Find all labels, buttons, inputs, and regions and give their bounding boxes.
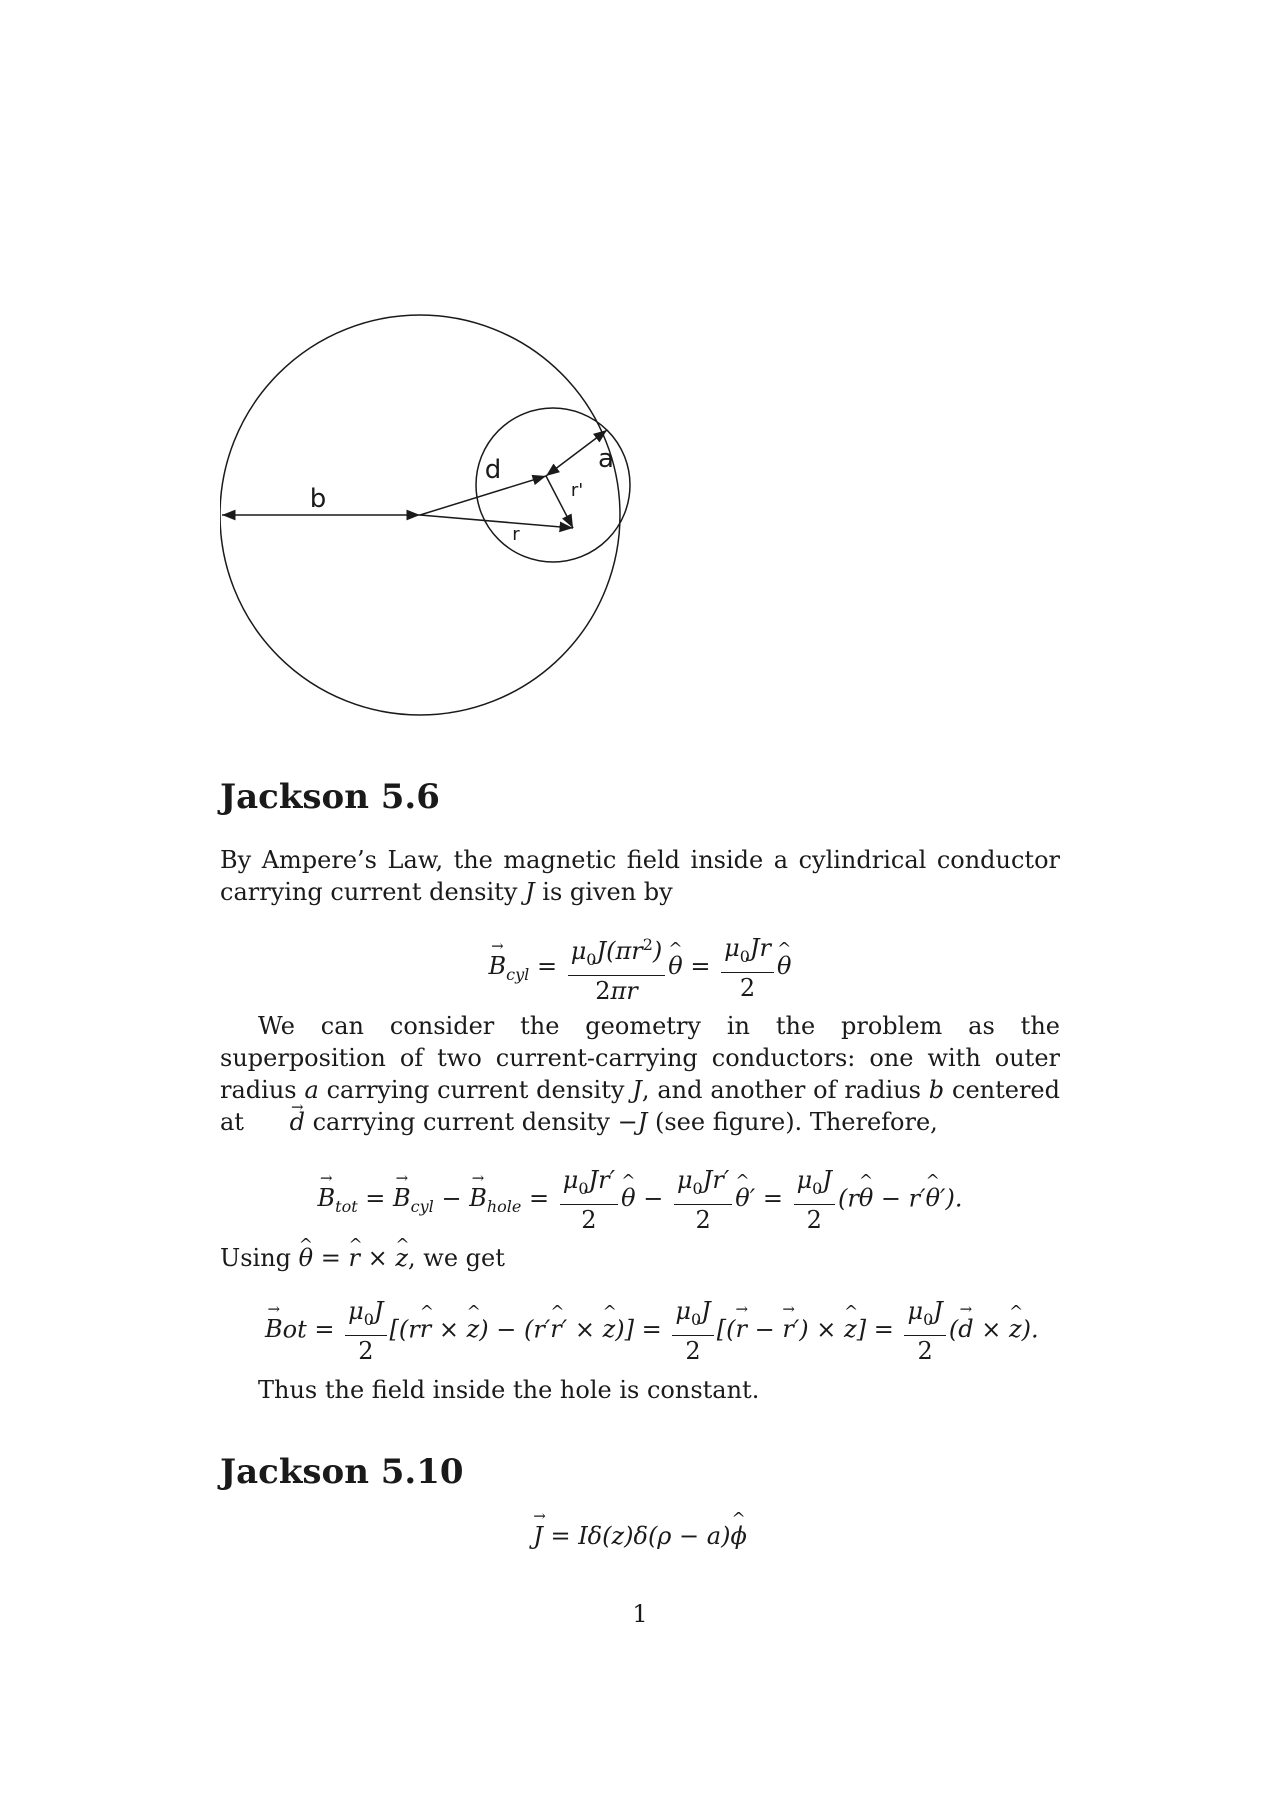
equation-current-density: → J = Iδ(z)δ(ρ − a)^ ϕ — [220, 1522, 1060, 1550]
page-number: 1 — [632, 1600, 648, 1628]
label-a: a — [598, 444, 614, 474]
label-r: r — [512, 524, 520, 545]
equation-b-tot: → $B_{tot}$ = → $B_{cyl}$ − → $B_{hole}$ = $\frac{\mu_0Jr'}{2}$ ^ θ − $\frac{\mu_0Jr'}{2}$ ^ θ′ = $\frac{\mu_0J}{2}$ (r^ θ − r′^ θ′). — [220, 1165, 1060, 1235]
label-b: b — [309, 484, 327, 514]
section-heading-5-6: Jackson 5.6 — [220, 777, 440, 817]
intro-paragraph: By Ampere’s Law, the magnetic field inside a cylindrical conductor carrying current density J is given by — [220, 846, 1060, 906]
label-r-prime: r' — [570, 480, 584, 501]
using-identity-line: Using ^ θ = ^ r × ^ z, we get — [220, 1242, 505, 1274]
equation-b-tot-result: → Bot = $\frac{\mu_0J}{2}$ [(r^ r × ^ z) − (r′^ r′ × ^ z)] = $\frac{\mu_0J}{2}$ [(→ r − → r′) × ^ z] = $\frac{\mu_0J}{2}$ (→ d × ^ z). — [265, 1296, 1105, 1366]
conclusion-line: Thus the field inside the hole is constant. — [258, 1376, 760, 1404]
vector-r-prime-arrow — [546, 476, 573, 528]
label-d: d — [484, 455, 502, 485]
vector-r-arrow — [420, 515, 573, 528]
cylinder-hole-figure — [220, 300, 680, 730]
superposition-paragraph: We can consider the geometry in the problem as the superposition of two current-carrying conductors: one with outer radius a carrying current density J, and another of radius b centered at → d carrying current density −J (see figure). Therefore, — [220, 1010, 1060, 1138]
equation-b-cyl: → $B_{cyl}$ = $\frac{\mu_0J(\pi r^2)}{2\pi r}$ ^ θ = $\frac{\mu_0Jr}{2}$ ^ θ — [220, 930, 1060, 1006]
section-heading-5-10: Jackson 5.10 — [220, 1452, 464, 1492]
hole-circle — [476, 408, 630, 562]
vector-d-arrow — [420, 476, 546, 515]
